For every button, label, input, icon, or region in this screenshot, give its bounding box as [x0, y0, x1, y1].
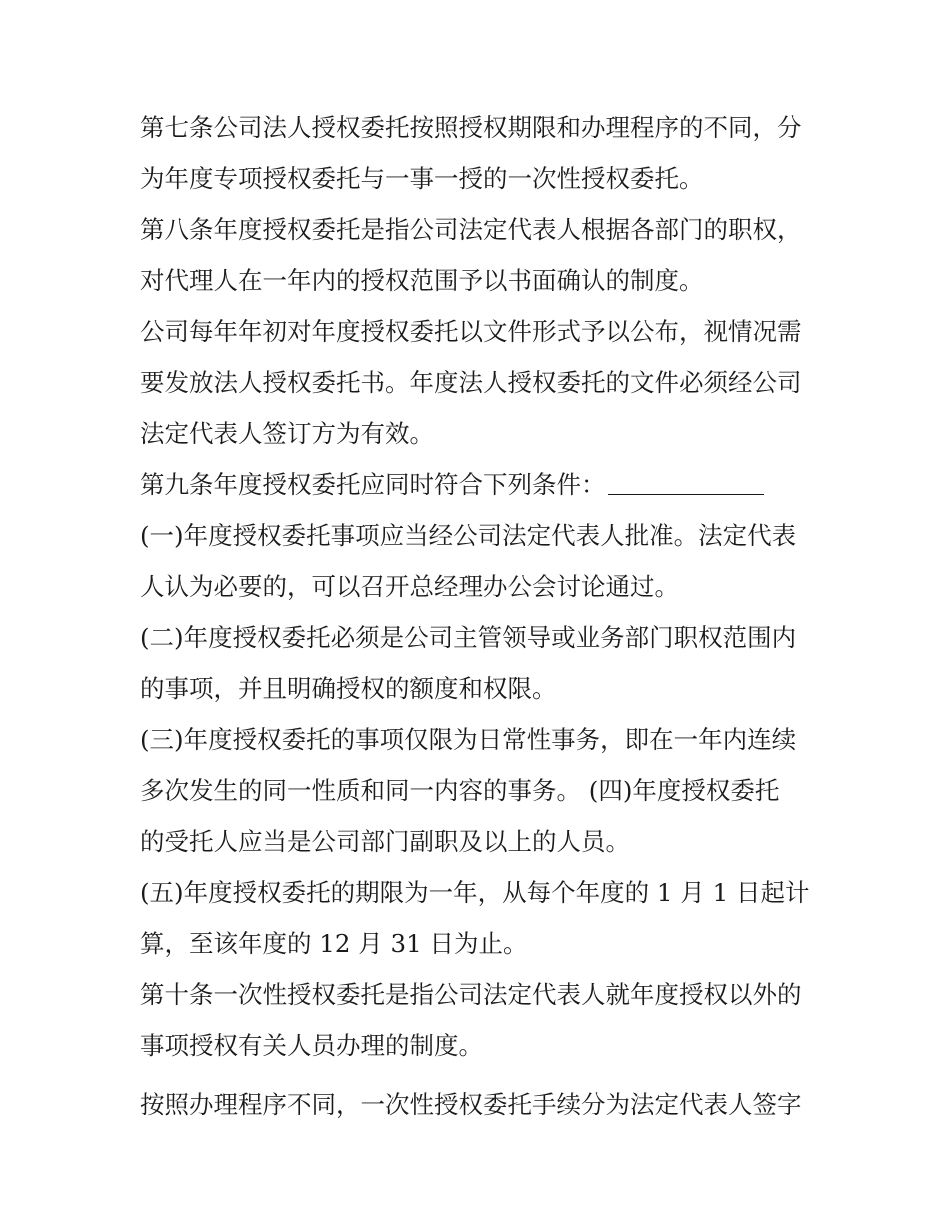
condition-1-line-1: (一)年度授权委托事项应当经公司法定代表人批准。法定代表 — [140, 521, 797, 550]
article-7-line-2: 为年度专项授权委托与一事一授的一次性授权委托。 — [140, 164, 704, 193]
paragraph-announce-line-1: 公司每年年初对年度授权委托以文件形式予以公布，视情况需 — [140, 317, 802, 346]
paragraph-announce-line-3: 法定代表人签订方为有效。 — [140, 419, 434, 448]
article-7-line-1: 第七条公司法人授权委托按照授权期限和办理程序的不同，分 — [140, 113, 802, 142]
condition-2-line-2: 的事项，并且明确授权的额度和权限。 — [140, 674, 557, 703]
article-8-line-1: 第八条年度授权委托是指公司法定代表人根据各部门的职权， — [140, 215, 802, 244]
article-10-line-2: 事项授权有关人员办理的制度。 — [140, 1031, 483, 1060]
condition-5-line-1: (五)年度授权委托的期限为一年，从每个年度的 1 月 1 日起计 — [140, 878, 810, 907]
fill-in-blank[interactable] — [608, 493, 764, 495]
condition-2-line-1: (二)年度授权委托必须是公司主管领导或业务部门职权范围内 — [140, 623, 797, 652]
condition-3-line-1: (三)年度授权委托的事项仅限为日常性事务，即在一年内连续 — [140, 725, 797, 754]
condition-5-line-2: 算，至该年度的 12 月 31 日为止。 — [140, 929, 528, 958]
article-9-heading-line — [140, 468, 820, 502]
condition-4-line-2: 的受托人应当是公司部门副职及以上的人员。 — [140, 827, 630, 856]
article-8-line-2: 对代理人在一年内的授权范围予以书面确认的制度。 — [140, 266, 704, 295]
paragraph-procedure-line-1: 按照办理程序不同，一次性授权委托手续分为法定代表人签字 — [140, 1090, 802, 1119]
condition-3-4-line-2: 多次发生的同一性质和同一内容的事务。 (四)年度授权委托 — [140, 776, 780, 805]
article-10-line-1: 第十条一次性授权委托是指公司法定代表人就年度授权以外的 — [140, 980, 802, 1009]
article-9-heading-text: 第九条年度授权委托应同时符合下列条件： — [140, 470, 606, 499]
condition-1-line-2: 人认为必要的，可以召开总经理办公会讨论通过。 — [140, 572, 679, 601]
paragraph-announce-line-2: 要发放法人授权委托书。年度法人授权委托的文件必须经公司 — [140, 368, 802, 397]
